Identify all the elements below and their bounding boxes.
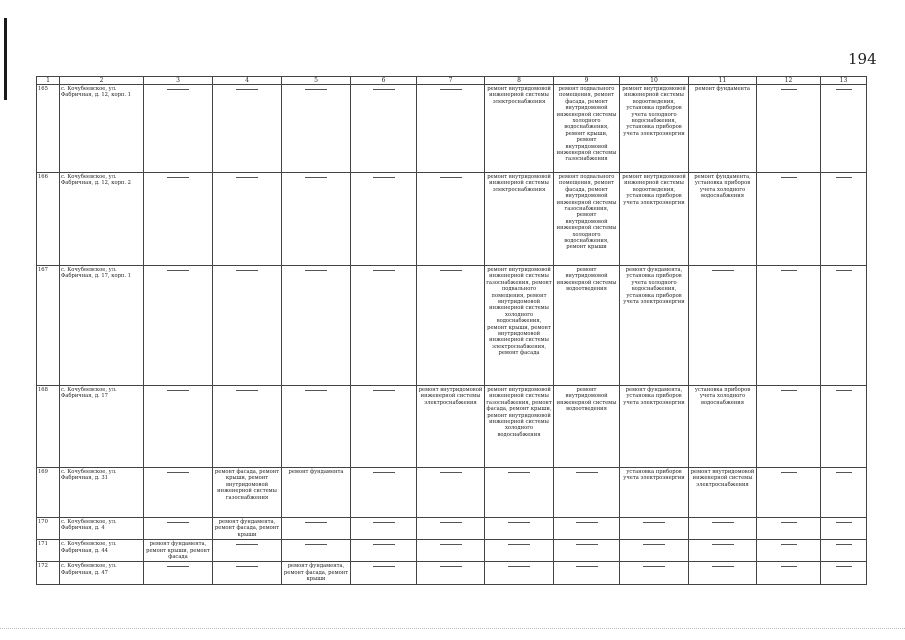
cell-text: ремонт фундамента, ремонт фасада, ремонт крыши	[214, 519, 280, 538]
empty-dash-mark	[836, 472, 852, 473]
row-number-cell	[37, 562, 60, 584]
empty-dash-mark	[508, 544, 530, 545]
table-row	[37, 518, 867, 540]
work-type-cell	[144, 540, 213, 562]
work-type-cell	[554, 266, 620, 386]
work-type-cell	[821, 266, 867, 386]
empty-dash-mark	[781, 270, 797, 271]
cell-text: 172	[38, 563, 48, 570]
header-cell: 12	[757, 77, 821, 85]
binding-edge-mark	[4, 18, 7, 100]
work-type-cell	[417, 266, 485, 386]
work-type-cell	[485, 386, 554, 468]
cell-text: с. Кочубеевское, ул. Фабричная, д. 44	[61, 541, 117, 554]
cell-text: ремонт внутридомовой инженерной системы водоотведения, установка приборов учета холодного водоснабжения, установка приборов учета электроэнергии	[622, 86, 686, 137]
empty-dash-mark	[712, 566, 734, 567]
work-type-cell	[213, 266, 282, 386]
work-type-cell	[821, 386, 867, 468]
empty-dash-mark	[305, 522, 327, 523]
header-cell: 6	[351, 77, 417, 85]
cell-text: ремонт фундамента, установка приборов учета холодного водоснабжения, установка приборов учета электроэнергии	[623, 267, 685, 306]
table-row	[37, 540, 867, 562]
work-type-cell	[351, 562, 417, 584]
work-type-cell	[554, 468, 620, 518]
repair-schedule-table-wrapper	[36, 76, 867, 585]
work-type-cell	[213, 173, 282, 266]
empty-dash-mark	[373, 390, 395, 391]
cell-text: с. Кочубеевское, ул. Фабричная, д. 12, корп. 1	[61, 86, 131, 99]
empty-dash-mark	[440, 522, 462, 523]
cell-text: ремонт внутридомовой инженерной системы электроснабжения	[487, 86, 551, 105]
empty-dash-mark	[440, 544, 462, 545]
work-type-cell	[554, 562, 620, 584]
cell-text: ремонт фасада, ремонт крыши, ремонт внутридомовой инженерной системы газоснабжения	[214, 469, 280, 501]
empty-dash-mark	[576, 566, 598, 567]
work-type-cell	[144, 266, 213, 386]
work-type-cell	[689, 386, 757, 468]
header-cell: 5	[282, 77, 351, 85]
empty-dash-mark	[712, 522, 734, 523]
cell-text: ремонт фундамента	[695, 86, 750, 92]
row-number-cell	[37, 518, 60, 540]
cell-text: ремонт подвального помещения, ремонт фасада, ремонт внутридомовой инженерной системы холодного водоснабжения, ремонт крыши, ремонт внутридомовой инженерной системы газоснабжения	[556, 86, 617, 163]
work-type-cell	[485, 173, 554, 266]
work-type-cell	[213, 468, 282, 518]
work-type-cell	[689, 562, 757, 584]
empty-dash-mark	[373, 566, 395, 567]
cell-text: с. Кочубеевское, ул. Фабричная, д. 31	[61, 469, 117, 482]
row-number-cell	[37, 173, 60, 266]
work-type-cell	[757, 518, 821, 540]
work-type-cell	[757, 85, 821, 173]
work-type-cell	[282, 518, 351, 540]
cell-text: 166	[38, 174, 48, 180]
work-type-cell	[144, 173, 213, 266]
work-type-cell	[821, 85, 867, 173]
cell-text: с. Кочубеевское, ул. Фабричная, д. 17	[61, 387, 117, 400]
work-type-cell	[620, 468, 689, 518]
empty-dash-mark	[373, 544, 395, 545]
cell-text: с. Кочубеевское, ул. Фабричная, д. 12, корп. 2	[61, 174, 131, 187]
address-cell	[60, 468, 144, 518]
work-type-cell	[144, 518, 213, 540]
work-type-cell	[144, 562, 213, 584]
empty-dash-mark	[643, 566, 665, 567]
address-cell	[60, 266, 144, 386]
empty-dash-mark	[781, 472, 797, 473]
empty-dash-mark	[167, 522, 189, 523]
row-number-cell	[37, 540, 60, 562]
work-type-cell	[417, 540, 485, 562]
cell-text: ремонт фундамента	[288, 469, 344, 475]
work-type-cell	[757, 386, 821, 468]
work-type-cell	[144, 85, 213, 173]
empty-dash-mark	[305, 177, 327, 178]
table-row	[37, 562, 867, 584]
empty-dash-mark	[236, 177, 258, 178]
cell-text: 167	[38, 267, 48, 273]
work-type-cell	[144, 468, 213, 518]
empty-dash-mark	[508, 472, 530, 473]
work-type-cell	[554, 386, 620, 468]
empty-dash-mark	[712, 544, 734, 545]
work-type-cell	[554, 518, 620, 540]
work-type-cell	[213, 386, 282, 468]
work-type-cell	[282, 468, 351, 518]
table-row	[37, 266, 867, 386]
row-number-cell	[37, 468, 60, 518]
header-cell: 7	[417, 77, 485, 85]
cell-text: установка приборов учета холодного водоснабжения	[694, 387, 751, 406]
work-type-cell	[351, 468, 417, 518]
work-type-cell	[620, 173, 689, 266]
empty-dash-mark	[836, 566, 852, 567]
empty-dash-mark	[781, 544, 797, 545]
work-type-cell	[417, 518, 485, 540]
work-type-cell	[689, 540, 757, 562]
cell-text: ремонт внутридомовой инженерной системы водоотведения	[556, 267, 617, 293]
work-type-cell	[351, 85, 417, 173]
work-type-cell	[757, 562, 821, 584]
work-type-cell	[485, 85, 554, 173]
header-cell: 10	[620, 77, 689, 85]
header-cell: 1	[37, 77, 60, 85]
empty-dash-mark	[836, 522, 852, 523]
empty-dash-mark	[305, 89, 327, 90]
empty-dash-mark	[236, 544, 258, 545]
cell-text: ремонт фундамента, установка приборов учета холодного водоснабжения	[694, 174, 751, 200]
work-type-cell	[417, 562, 485, 584]
empty-dash-mark	[373, 177, 395, 178]
header-cell: 3	[144, 77, 213, 85]
work-type-cell	[282, 266, 351, 386]
empty-dash-mark	[440, 472, 462, 473]
empty-dash-mark	[576, 522, 598, 523]
empty-dash-mark	[781, 177, 797, 178]
cell-text: с. Кочубеевское, ул. Фабричная, д. 47	[61, 563, 117, 576]
cell-text: с. Кочубеевское, ул. Фабричная, д. 4	[61, 519, 117, 532]
work-type-cell	[417, 173, 485, 266]
cell-text: 165	[38, 86, 48, 92]
cell-text: ремонт внутридомовой инженерной системы водоотведения	[556, 387, 617, 413]
work-type-cell	[282, 173, 351, 266]
table-row	[37, 173, 867, 266]
work-type-cell	[485, 518, 554, 540]
header-row	[37, 77, 867, 85]
empty-dash-mark	[440, 566, 462, 567]
work-type-cell	[485, 540, 554, 562]
cell-text: 169	[38, 469, 48, 475]
empty-dash-mark	[508, 566, 530, 567]
table-row	[37, 468, 867, 518]
empty-dash-mark	[508, 522, 530, 523]
work-type-cell	[554, 85, 620, 173]
work-type-cell	[282, 386, 351, 468]
work-type-cell	[757, 266, 821, 386]
work-type-cell	[554, 540, 620, 562]
table-body	[37, 85, 867, 585]
empty-dash-mark	[576, 472, 598, 473]
cell-text: 171	[38, 541, 48, 548]
work-type-cell	[351, 173, 417, 266]
work-type-cell	[821, 518, 867, 540]
header-cell: 8	[485, 77, 554, 85]
work-type-cell	[417, 386, 485, 468]
address-cell	[60, 173, 144, 266]
empty-dash-mark	[373, 522, 395, 523]
empty-dash-mark	[836, 270, 852, 271]
empty-dash-mark	[440, 270, 462, 271]
empty-dash-mark	[836, 544, 852, 545]
empty-dash-mark	[236, 390, 258, 391]
work-type-cell	[213, 85, 282, 173]
cell-text: ремонт внутридомовой инженерной системы электроснабжения	[690, 469, 755, 488]
empty-dash-mark	[305, 544, 327, 545]
cell-text: ремонт фундамента, ремонт фасада, ремонт крыши	[283, 563, 349, 583]
empty-dash-mark	[305, 390, 327, 391]
cell-text: ремонт внутридомовой инженерной системы газоснабжения, ремонт подвального помещения, ремонт внутридомовой инженерной системы холодного водоснабжения, ремонт крыши, ремонт внутридомовой инженерной системы электроснабжения, ремонт фасада	[486, 267, 552, 357]
empty-dash-mark	[643, 522, 665, 523]
empty-dash-mark	[167, 566, 189, 567]
cell-text: ремонт внутридомовой инженерной системы газоснабжения, ремонт фасада, ремонт крыши, ремонт внутридомовой инженерной системы холодного водоснабжения	[486, 387, 552, 438]
cell-text: ремонт фундамента, ремонт крыши, ремонт фасада	[146, 541, 210, 561]
empty-dash-mark	[781, 89, 797, 90]
empty-dash-mark	[781, 522, 797, 523]
work-type-cell	[821, 562, 867, 584]
cell-text: 168	[38, 387, 48, 393]
cell-text: ремонт подвального помещения, ремонт фасада, ремонт внутридомовой инженерной системы газоснабжения, ремонт внутридомовой инженерной системы холодного водоснабжения, ремонт крыши	[556, 174, 617, 251]
table-row	[37, 386, 867, 468]
cell-text: ремонт фундамента, установка приборов учета электроэнергии	[623, 387, 685, 406]
work-type-cell	[282, 540, 351, 562]
work-type-cell	[417, 468, 485, 518]
work-type-cell	[821, 468, 867, 518]
row-number-cell	[37, 266, 60, 386]
work-type-cell	[821, 540, 867, 562]
work-type-cell	[689, 266, 757, 386]
empty-dash-mark	[236, 89, 258, 90]
header-cell: 2	[60, 77, 144, 85]
work-type-cell	[485, 562, 554, 584]
work-type-cell	[620, 85, 689, 173]
work-type-cell	[620, 386, 689, 468]
cell-text: установка приборов учета электроэнергии	[623, 469, 685, 482]
work-type-cell	[282, 85, 351, 173]
empty-dash-mark	[836, 390, 852, 391]
page-number: 194	[848, 50, 877, 68]
empty-dash-mark	[373, 89, 395, 90]
address-cell	[60, 386, 144, 468]
work-type-cell	[351, 386, 417, 468]
work-type-cell	[620, 540, 689, 562]
work-type-cell	[689, 468, 757, 518]
empty-dash-mark	[167, 89, 189, 90]
header-cell: 4	[213, 77, 282, 85]
work-type-cell	[485, 266, 554, 386]
repair-schedule-table	[36, 76, 867, 585]
work-type-cell	[417, 85, 485, 173]
work-type-cell	[351, 540, 417, 562]
work-type-cell	[620, 266, 689, 386]
empty-dash-mark	[576, 544, 598, 545]
header-cell: 11	[689, 77, 757, 85]
work-type-cell	[620, 562, 689, 584]
empty-dash-mark	[836, 177, 852, 178]
work-type-cell	[144, 386, 213, 468]
work-type-cell	[213, 562, 282, 584]
empty-dash-mark	[305, 270, 327, 271]
empty-dash-mark	[167, 472, 189, 473]
work-type-cell	[282, 562, 351, 584]
empty-dash-mark	[373, 472, 395, 473]
address-cell	[60, 518, 144, 540]
work-type-cell	[351, 266, 417, 386]
address-cell	[60, 85, 144, 173]
table-row	[37, 85, 867, 173]
work-type-cell	[213, 540, 282, 562]
empty-dash-mark	[643, 544, 665, 545]
work-type-cell	[757, 173, 821, 266]
empty-dash-mark	[167, 270, 189, 271]
work-type-cell	[757, 468, 821, 518]
work-type-cell	[689, 518, 757, 540]
header-cell: 9	[554, 77, 620, 85]
work-type-cell	[485, 468, 554, 518]
work-type-cell	[821, 173, 867, 266]
row-number-cell	[37, 386, 60, 468]
work-type-cell	[757, 540, 821, 562]
empty-dash-mark	[167, 390, 189, 391]
cell-text: ремонт внутридомовой инженерной системы водоотведения, установка приборов учета электроэнергии	[622, 174, 686, 206]
empty-dash-mark	[712, 270, 734, 271]
address-cell	[60, 562, 144, 584]
empty-dash-mark	[440, 89, 462, 90]
empty-dash-mark	[236, 566, 258, 567]
work-type-cell	[554, 173, 620, 266]
empty-dash-mark	[236, 270, 258, 271]
work-type-cell	[689, 85, 757, 173]
address-cell	[60, 540, 144, 562]
scan-edge-artifact	[0, 628, 905, 630]
cell-text: 170	[38, 519, 48, 525]
empty-dash-mark	[836, 89, 852, 90]
empty-dash-mark	[781, 566, 797, 567]
row-number-cell	[37, 85, 60, 173]
work-type-cell	[351, 518, 417, 540]
work-type-cell	[213, 518, 282, 540]
empty-dash-mark	[373, 270, 395, 271]
header-cell: 13	[821, 77, 867, 85]
empty-dash-mark	[167, 177, 189, 178]
cell-text: ремонт внутридомовой инженерной системы электроснабжения	[487, 174, 551, 193]
empty-dash-mark	[440, 177, 462, 178]
cell-text: с. Кочубеевское, ул. Фабричная, д. 17, корп. 1	[61, 267, 131, 280]
empty-dash-mark	[781, 390, 797, 391]
work-type-cell	[689, 173, 757, 266]
cell-text: ремонт внутридомовой инженерной системы электроснабжения	[418, 387, 483, 406]
work-type-cell	[620, 518, 689, 540]
